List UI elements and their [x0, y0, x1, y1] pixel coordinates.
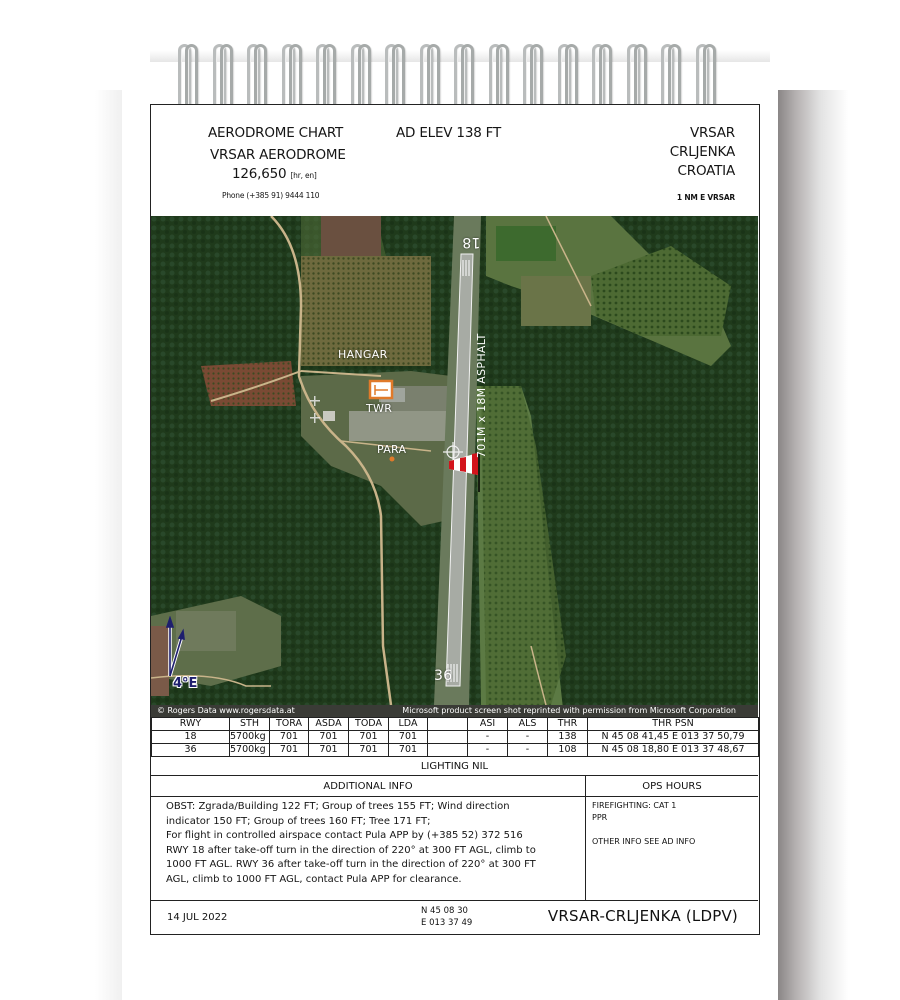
location-country: CROATIA — [677, 163, 735, 179]
phone-number: Phone (+385 91) 9444 110 — [222, 191, 320, 200]
aerodrome-coordinates — [421, 905, 472, 929]
coord-lat: N 45 08 30 — [421, 906, 468, 916]
col-header-thr: THR — [548, 718, 588, 731]
location-site: CRLJENKA — [669, 144, 735, 160]
cell-sth: 5700kg — [230, 731, 270, 744]
cell-blank — [428, 744, 468, 757]
magnetic-variation-label: 4°E — [173, 676, 198, 691]
cell-thr-psn: N 45 08 18,80 E 013 37 48,67 — [588, 744, 759, 757]
frequency — [232, 166, 317, 182]
additional-info-text — [166, 800, 576, 887]
col-header-toda: TODA — [349, 718, 389, 731]
satellite-map[interactable] — [151, 216, 758, 705]
frequency-note: [hr, en] — [290, 171, 317, 180]
cell-thr: 138 — [548, 731, 588, 744]
chart-footer — [151, 901, 758, 934]
col-header-als: ALS — [508, 718, 548, 731]
additional-info-title: ADDITIONAL INFO — [323, 781, 413, 792]
copyright-credit: © Rogers Data www.rogersdata.at — [157, 706, 295, 715]
table-row — [152, 731, 759, 744]
aerodrome-identifier: VRSAR-CRLJENKA (LDPV) — [547, 907, 738, 925]
distance-from-city: 1 NM E VRSAR — [676, 193, 735, 202]
cell-als: - — [508, 731, 548, 744]
col-header-thr-psn: THR PSN — [588, 718, 759, 731]
runway-18-label: 18 — [462, 234, 481, 250]
cell-toda: 701 — [349, 731, 389, 744]
cell-blank — [428, 731, 468, 744]
col-header-sth: STH — [230, 718, 270, 731]
map-imagery — [151, 216, 758, 705]
col-header-rwy: RWY — [152, 718, 230, 731]
map-credit-bar — [151, 705, 758, 717]
ops-hours-title: OPS HOURS — [585, 776, 758, 797]
cell-rwy: 18 — [152, 731, 230, 744]
tower-label: TWR — [366, 402, 393, 415]
info-line: AGL, climb to 1000 FT AGL, contact Pula APP for clearance. — [166, 873, 462, 885]
aerodrome-elevation: AD ELEV 138 FT — [396, 125, 502, 141]
para-drop-zone-icon — [390, 457, 395, 462]
ops-hours-text — [585, 797, 758, 900]
location-city: VRSAR — [689, 125, 735, 141]
col-header-blank — [428, 718, 468, 731]
cell-asda: 701 — [309, 731, 349, 744]
runway-data-table — [151, 717, 759, 757]
info-section-headers — [151, 776, 758, 797]
tower-icon — [370, 381, 392, 398]
aerodrome-chart — [150, 104, 760, 935]
cell-toda: 701 — [349, 744, 389, 757]
cell-tora: 701 — [270, 744, 309, 757]
cell-lda: 701 — [389, 744, 428, 757]
cell-tora: 701 — [270, 731, 309, 744]
cell-rwy: 36 — [152, 744, 230, 757]
ops-line: FIREFIGHTING: CAT 1 — [592, 801, 677, 810]
info-line: OBST: Zgrada/Building 122 FT; Group of trees 155 FT; Wind direction — [166, 801, 510, 812]
ops-line: OTHER INFO SEE AD INFO — [592, 837, 696, 846]
cell-asda: 701 — [309, 744, 349, 757]
runway-dimensions-label: 701M x 18M ASPHALT — [475, 333, 488, 458]
north-arrow-icon — [165, 616, 195, 678]
info-line: RWY 18 after take-off turn in the direction of 220° at 300 FT AGL, climb to — [166, 844, 536, 856]
table-header-row — [152, 718, 759, 731]
info-line: indicator 150 FT; Group of trees 160 FT; Tree 171 FT; — [166, 815, 431, 827]
frequency-value: 126,650 — [232, 166, 287, 182]
lighting-section: LIGHTING NIL — [151, 758, 758, 776]
imagery-credit: Microsoft product screen shot reprinted with permission from Microsoft Corporation — [402, 706, 736, 715]
info-section — [151, 797, 758, 901]
hangar-label: HANGAR — [338, 348, 388, 361]
coord-lon: E 013 37 49 — [421, 918, 473, 928]
ops-line: PPR — [592, 813, 608, 822]
cell-thr: 108 — [548, 744, 588, 757]
para-label: PARA — [377, 443, 407, 456]
info-line: 1000 FT AGL. RWY 36 after take-off turn in the direction of 220° at 300 FT — [166, 859, 536, 870]
col-header-asda: ASDA — [309, 718, 349, 731]
runway-36-label: 36 — [434, 668, 453, 684]
effective-date: 14 JUL 2022 — [167, 912, 228, 923]
cell-sth: 5700kg — [230, 744, 270, 757]
col-header-tora: TORA — [270, 718, 309, 731]
chart-header — [151, 105, 759, 216]
cell-als: - — [508, 744, 548, 757]
ops-line — [592, 824, 752, 836]
cell-asi: - — [468, 731, 508, 744]
cell-lda: 701 — [389, 731, 428, 744]
aerodrome-name: VRSAR AERODROME — [210, 147, 346, 163]
col-header-lda: LDA — [389, 718, 428, 731]
cell-thr-psn: N 45 08 41,45 E 013 37 50,79 — [588, 731, 759, 744]
cell-asi: - — [468, 744, 508, 757]
info-line: For flight in controlled airspace contact Pula APP by (+385 52) 372 516 — [166, 830, 523, 841]
chart-type-title: AERODROME CHART — [208, 125, 344, 141]
col-header-asi: ASI — [468, 718, 508, 731]
table-row — [152, 744, 759, 757]
page-shadow-right — [778, 90, 848, 1000]
